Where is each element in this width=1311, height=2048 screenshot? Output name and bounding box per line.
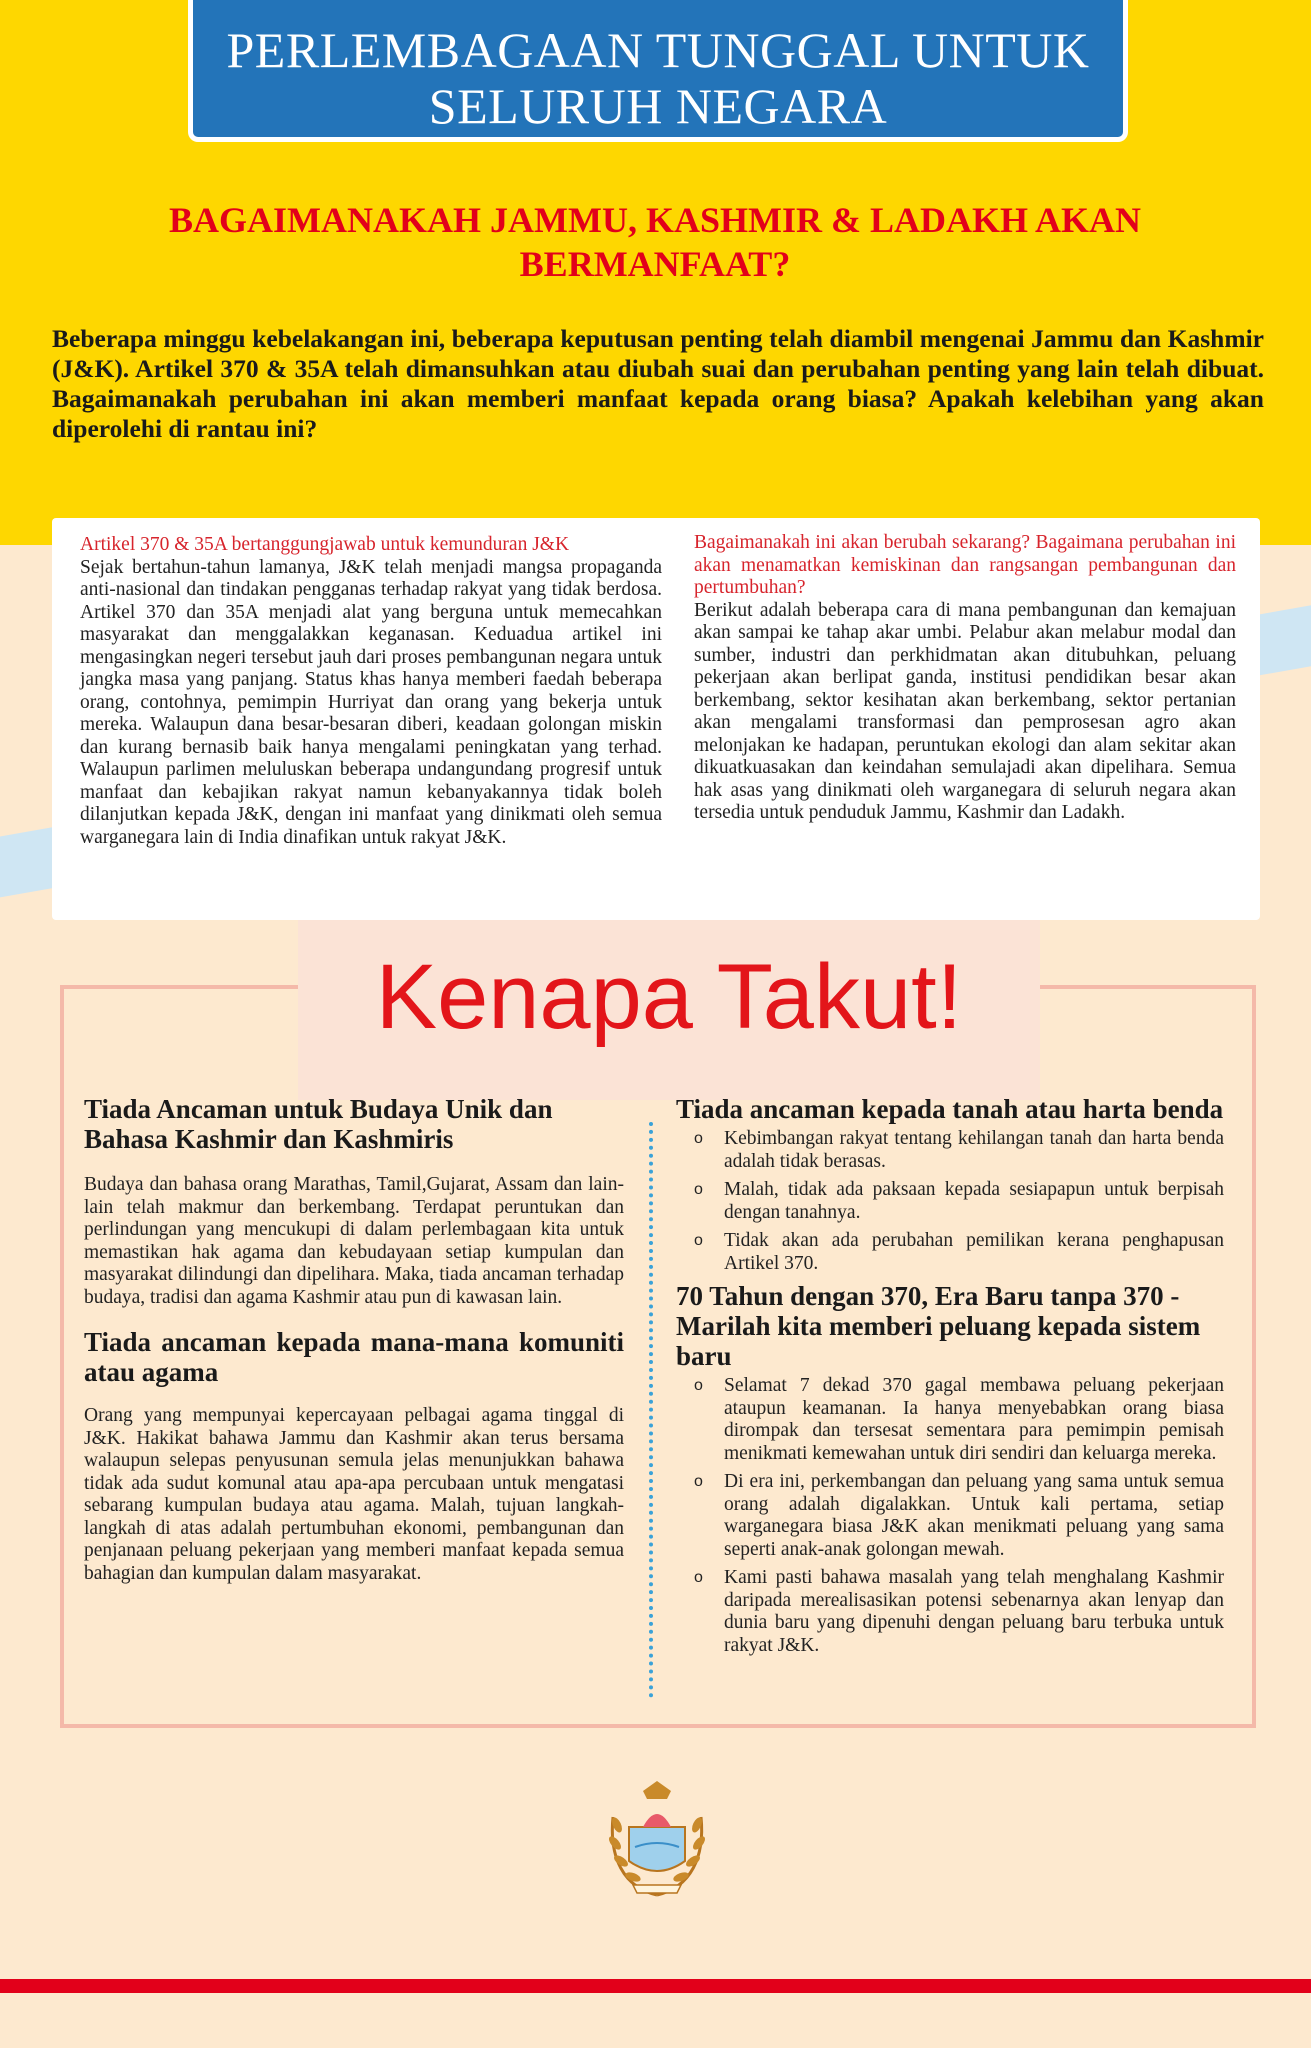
title-box — [188, 0, 1128, 142]
heading-tanah: Tiada ancaman kepada tanah atau harta benda — [676, 1094, 1224, 1124]
subtitle-line-2: BERMANFAAT? — [519, 244, 791, 284]
list-item: o Tidak akan ada perubahan pemilikan kerana penghapusan Artikel 370. — [676, 1230, 1224, 1275]
article-left-body: Sejak bertahun-tahun lamanya, J&K telah menjadi mangsa propaganda anti-nasional dan tindakan pengganas terhadap rakyat yang tidak berdosa. Artikel 370 dan 35A menjadi alat yang berguna untuk memecahkan masyarakat dan menggalakkan keganasan. Keduadua artikel ini mengasingkan negeri tersebut jauh dari proses pembangunan negara untuk jangka masa yang panjang. Status khas hanya memberi faedah beberapa orang, contohnya, pemimpin Hurriyat dan orang yang bekerja untuk mereka. Walaupun dana besar-besaran diberi, keadaan golongan miskin dan kurang bernasib baik hanya mengalami peningkatan yang terhad. Walaupun parlimen meluluskan beberapa undangundang progresif untuk manfaat dan kebajikan rakyat namun kebanyakannya tidak boleh dilanjutkan kepada J&K, dengan ini manfaat yang dinikmati oleh semua warganegara lain di India dinafikan untuk rakyat J&K. — [80, 556, 662, 848]
article-right-heading: Bagaimanakah ini akan berubah sekarang? Bagaimana perubahan ini akan menamatkan kemiskinan dan rangsangan pembangunan dan pertumbuhan? — [694, 532, 1236, 598]
paragraph-komuniti: Orang yang mempunyai kepercayaan pelbagai agama tinggal di J&K. Hakikat bahawa Jammu dan Kashmir akan terus bersama walaupun selepas penyusunan semula jelas menunjukkan bahawa tidak ada sudut komunal atau apa-apa percubaan untuk mengatasi sebarang kumpulan budaya atau agama. Malah, tujuan langkah-langkah di atas adalah pertumbuhan ekonomi, pembangunan dan penjanaan peluang pekerjaan yang memberi manfaat kepada semua bahagian dan kumpulan dalam masyarakat. — [84, 1405, 624, 1584]
kenapa-right-column — [676, 1094, 1224, 1663]
list-item: o Kebimbangan rakyat tentang kehilangan tanah dan harta benda adalah tidak berasas. — [676, 1128, 1224, 1173]
article-right-body: Berikut adalah beberapa cara di mana pembangunan dan kemajuan akan sampai ke tahap akar umbi. Pelabur akan melabur modal dan sumber, industri dan perkhidmatan akan ditubuhkan, peluang pekerjaan akan berlipat ganda, institusi pendidikan besar akan berkembang, sektor kesihatan akan berkembang, sektor pertanian akan mengalami transformasi dan pemprosesan agro akan melonjakan ke hadapan, peruntukan ekologi dan alam sekitar akan dikuatkuasakan dan keindahan semulajadi akan dipelihara. Semua hak asas yang dinikmati oleh warganegara di seluruh negara akan tersedia untuk penduduk Jammu, Kashmir dan Ladakh. — [694, 599, 1236, 823]
kenapa-title: Kenapa Takut! — [375, 946, 963, 1048]
paragraph-budaya: Budaya dan bahasa orang Marathas, Tamil,Gujarat, Assam dan lain-lain telah makmur dan berkembang. Terdapat peruntukan dan perlindungan yang mencukupi di dalam perlembagaan kita untuk memastikan hak agama dan kebudayaan setiap kumpulan dan masyarakat dilindungi dan dipelihara. Maka, tiada ancaman terhadap budaya, tradisi dan agama Kashmir atau pun di kawasan lain. — [84, 1174, 624, 1308]
article-box — [52, 518, 1260, 920]
article-left-heading: Artikel 370 & 35A bertanggungjawab untuk kemunduran J&K — [80, 534, 570, 555]
list-item: o Selamat 7 dekad 370 gagal membawa peluang pekerjaan ataupun keamanan. Ia hanya menyebabkan orang biasa dirompak dan tersesat sementara para pemimpin pemisah menikmati kemewahan untuk diri sendiri dan keluarga mereka. — [676, 1375, 1224, 1465]
list-item: o Malah, tidak ada paksaan kepada sesiapapun untuk berpisah dengan tanahnya. — [676, 1179, 1224, 1224]
kenapa-left-column — [84, 1094, 624, 1585]
article-left-column — [80, 534, 662, 849]
list-item: o Di era ini, perkembangan dan peluang yang sama untuk semua orang adalah digalakkan. Untuk kali pertama, setiap warganegara biasa J&K akan menikmati peluang yang sama seperti anak-anak golongan mewah. — [676, 1471, 1224, 1561]
list-era-baru — [676, 1375, 1224, 1657]
list-tanah — [676, 1128, 1224, 1275]
list-item: o Kami pasti bahawa masalah yang telah menghalang Kashmir daripada merealisasikan potensi sebenarnya akan lenyap dan dunia baru yang dipenuhi dengan peluang baru terbuka untuk rakyat J&K. — [676, 1567, 1224, 1657]
heading-era-baru: 70 Tahun dengan 370, Era Baru tanpa 370 - Marilah kita memberi peluang kepada sistem baru — [676, 1281, 1201, 1371]
title-line-2: SELURUH NEGARA — [428, 78, 888, 134]
jammu-kashmir-emblem-icon — [603, 1777, 711, 1903]
title-line-1: PERLEMBAGAAN TUNGGAL UNTUK — [226, 22, 1090, 78]
subtitle — [70, 198, 1240, 286]
footer-red-bar — [0, 1979, 1311, 1993]
column-divider — [649, 1122, 653, 1698]
article-right-column — [694, 532, 1236, 825]
intro-paragraph: Beberapa minggu kebelakangan ini, beberapa keputusan penting telah diambil mengenai Jammu dan Kashmir (J&K). Artikel 370 & 35A telah dimansuhkan atau diubah suai dan perubahan penting yang lain telah dibuat. Bagaimanakah perubahan ini akan memberi manfaat kepada orang biasa? Apakah kelebihan yang akan diperolehi di rantau ini? — [52, 324, 1264, 443]
subtitle-line-1: BAGAIMANAKAH JAMMU, KASHMIR & LADAKH AKAN — [169, 200, 1141, 240]
heading-budaya: Tiada Ancaman untuk Budaya Unik dan Bahasa Kashmir dan Kashmiris — [84, 1094, 553, 1154]
heading-komuniti: Tiada ancaman kepada mana-mana komuniti atau agama — [84, 1327, 624, 1387]
